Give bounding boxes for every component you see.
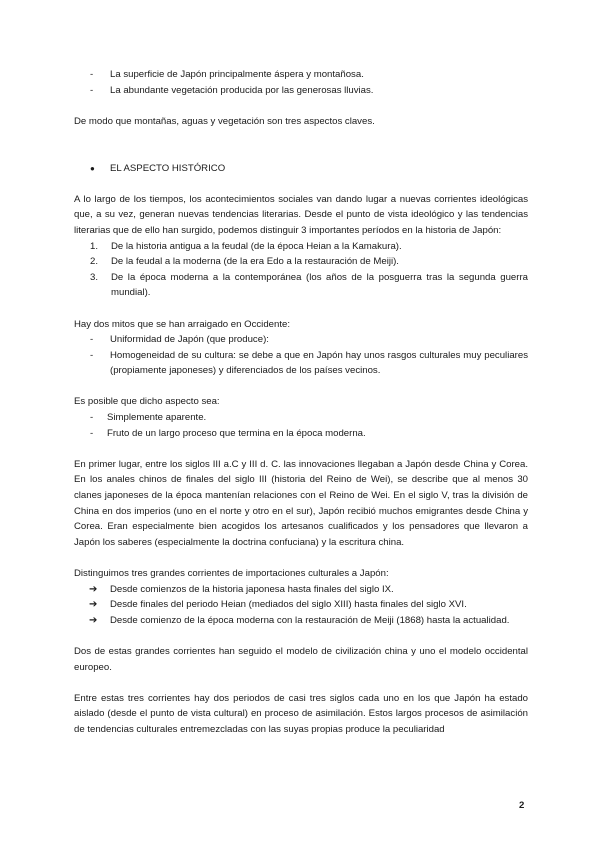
list-item: 2. De la feudal a la moderna (de la era Edo a la restauración de Meiji). bbox=[90, 256, 399, 268]
periods-list bbox=[74, 239, 528, 301]
arrow-icon: ➔ bbox=[89, 614, 98, 626]
myths-list bbox=[74, 332, 528, 379]
arrow-icon: ➔ bbox=[89, 583, 98, 595]
list-item: - Simplemente aparente. bbox=[90, 412, 207, 424]
bullet-icon: ● bbox=[90, 163, 95, 173]
document-page bbox=[74, 67, 528, 738]
page-number: 2 bbox=[519, 800, 525, 811]
intro-list bbox=[74, 67, 528, 98]
possible-list bbox=[74, 410, 528, 441]
list-item: 3. De la época moderna a la contemporánea (los años de la posguerra tras la segunda guerra mundial). bbox=[90, 271, 528, 299]
paragraph-currents: Distinguimos tres grandes corrientes de importaciones culturales a Japón: bbox=[74, 568, 389, 579]
paragraph-possible: Es posible que dicho aspecto sea: bbox=[74, 396, 220, 408]
list-item: - Homogeneidad de su cultura: se debe a que en Japón hay unos rasgos culturales muy peculiares (propiamente japoneses) y diferenciados de los países vecinos. bbox=[90, 349, 528, 377]
list-item: ➔ Desde comienzo de la época moderna con la restauración de Meiji (1868) hasta la actualidad. bbox=[74, 613, 528, 629]
list-item: - Fruto de un largo proceso que termina en la época moderna. bbox=[90, 427, 366, 439]
paragraph-history: A lo largo de los tiempos, los acontecimientos sociales van dando lugar a nuevas corrientes ideológicas que, a su vez, generan nuevas tendencias literarias. Desde el punto de vista ideológico y las tendencias literarias que de ello han surgido, podemos distinguir 3 importantes períodos en la historia de Japón: bbox=[74, 193, 528, 236]
arrow-icon: ➔ bbox=[89, 599, 98, 611]
paragraph-keys: De modo que montañas, aguas y vegetación son tres aspectos claves. bbox=[74, 115, 375, 127]
list-item: - Uniformidad de Japón (que produce): bbox=[90, 334, 269, 346]
list-item: - La abundante vegetación producida por las generosas lluvias. bbox=[90, 84, 374, 96]
list-item: 1. De la historia antigua a la feudal (de la época Heian a la Kamakura). bbox=[90, 240, 402, 252]
paragraph-myths: Hay dos mitos que se han arraigado en Occidente: bbox=[74, 318, 290, 330]
section-heading: ● EL ASPECTO HISTÓRICO bbox=[74, 161, 528, 177]
list-item: ➔ Desde comienzos de la historia japonesa hasta finales del siglo IX. bbox=[74, 582, 528, 598]
paragraph-first: En primer lugar, entre los siglos III a.C y III d. C. las innovaciones llegaban a Japón desde China y Corea. En los anales chinos de finales del siglo III (historia del Reino de Wei), se describe que al menos 30 clanes japoneses de la época mantenían relaciones con el Reino de Wei. En el siglo V, tras la división de China en dos imperios (uno en el norte y otro en el sur), Japón recibió muchos emigrantes desde China y Corea. Eran especialmente bien acogidos los artesanos cualificados y los pensadores que llevaron a Japón los saberes (especialmente la doctrina confuciana) y la escritura china. bbox=[74, 458, 528, 548]
list-item: ➔ Desde finales del periodo Heian (mediados del siglo XIII) hasta finales del siglo XVI. bbox=[74, 597, 528, 613]
list-item: - La superficie de Japón principalmente áspera y montañosa. bbox=[90, 69, 364, 80]
currents-list bbox=[74, 582, 528, 629]
paragraph-isolation: Entre estas tres corrientes hay dos periodos de casi tres siglos cada uno en los que Japón ha estado aislado (desde el punto de vista cultural) en proceso de asimilación. Estos largos procesos de asimilación de tendencias culturales entremezcladas con las suyas propias produce la peculiaridad bbox=[74, 692, 528, 735]
paragraph-models: Dos de estas grandes corrientes han seguido el modelo de civilización china y uno el modelo occidental europeo. bbox=[74, 645, 528, 673]
